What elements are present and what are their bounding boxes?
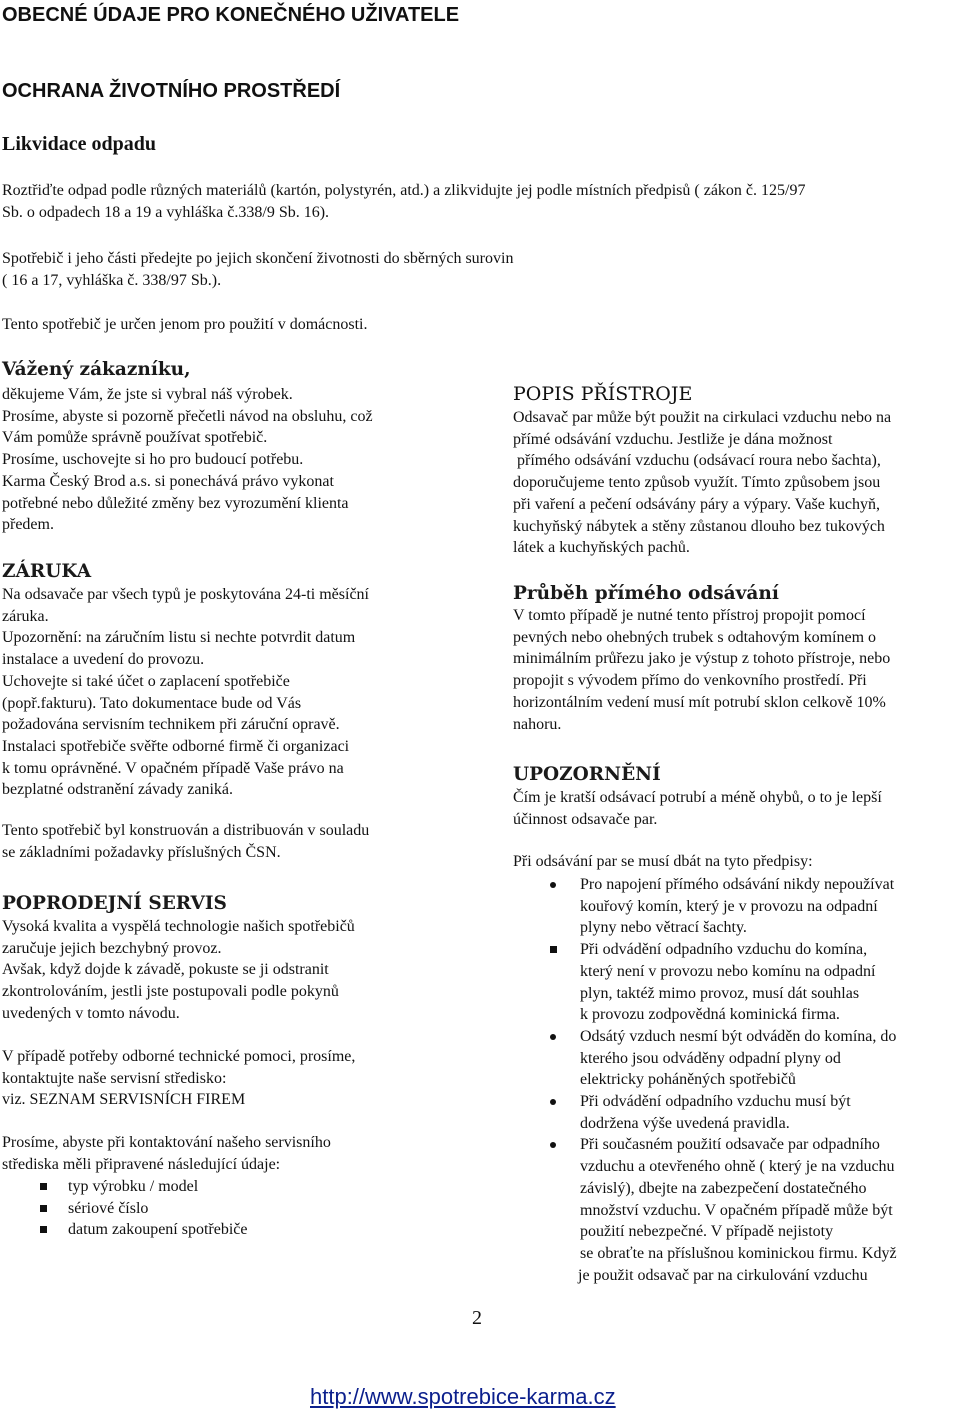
- list-item: datum zakoupení spotřebiče: [68, 1219, 448, 1241]
- greeting-title: Vážený zákazníku,: [2, 359, 191, 380]
- square-bullet-icon: [550, 946, 557, 953]
- text-line: kontaktujte naše servisní středisko:: [2, 1069, 227, 1087]
- text-line: předem.: [2, 516, 54, 534]
- text-line: záruka.: [2, 607, 49, 625]
- warranty-text: [2, 584, 452, 801]
- warning-title: UPOZORNĚNÍ: [513, 764, 661, 785]
- text-line: instalace a uvedení do provozu.: [2, 651, 205, 669]
- disposal-title: Likvidace odpadu: [2, 133, 156, 155]
- list-item: Při současném použití odsavače par odpadního vzduchu a otevřeného ohně ( který je na vzduchu závislý), dbejte na zabezpečení dostatečného množství vzduchu. V opačném případě může být použití nebezpečné. V případě nejistoty se obraťte na příslušnou kominickou firmu. Když je použit odsavač par na cirkulování vzduchu: [580, 1134, 958, 1286]
- text-line: přímého odsávání vzduchu (odsávací roura nebo šachta),: [513, 452, 881, 470]
- text-line: Sb. o odpadech 18 a 19 a vyhláška č.338/9 Sb. 16).: [2, 203, 330, 221]
- text-line: pevných nebo ohebných trubek s odtahovým komínem o: [513, 628, 877, 646]
- text-line: se základními požadavky příslušných ČSN.: [2, 843, 281, 861]
- conformity-text: [2, 820, 452, 863]
- text-line: propojit s vývodem přímo do venkovního prostředí. Při: [513, 672, 867, 690]
- text-line: Odsavač par může být použit na cirkulaci vzduchu nebo na: [513, 409, 892, 426]
- text-line: Prosíme, abyste při kontaktování našeho servisního: [2, 1134, 331, 1151]
- description-text: [513, 407, 958, 559]
- square-bullet-icon: [40, 1226, 47, 1233]
- text-line: Karma Český Brod a.s. si ponechává právo vykonat: [2, 472, 334, 490]
- square-bullet-icon: [40, 1205, 47, 1212]
- text-line: přímé odsávání vzduchu. Jestliže je dána možnost: [513, 430, 833, 448]
- text-line: látek a kuchyňských pachů.: [513, 539, 690, 557]
- text-line: (popř.fakturu). Tato dokumentace bude od Vás: [2, 694, 302, 712]
- text-line: Instalaci spotřebiče svěřte odborné firmě či organizaci: [2, 737, 350, 755]
- text-line: zaručuje jejich bezchybný provoz.: [2, 939, 222, 957]
- text-line: Prosíme, uschovejte si ho pro budoucí potřebu.: [2, 451, 304, 469]
- text-line: Vysoká kvalita a vyspělá technologie našich spotřebičů: [2, 918, 355, 935]
- list-item: Pro napojení přímého odsávání nikdy nepoužívat kouřový komín, který je v provozu na odpadní plyny nebo větrací šachty.: [580, 874, 958, 939]
- text-line: kuchyňský nábytek a stěny zůstanou dlouho bez tukových: [513, 517, 885, 535]
- text-line: Spotřebič i jeho části předejte po jejich skončení životnosti do sběrných surovin: [2, 250, 514, 267]
- text-line: Uchovejte si také účet o zaplacení spotřebiče: [2, 672, 290, 690]
- list-item: Při odvádění odpadního vzduchu musí být dodržena výše uvedená pravidla.: [580, 1091, 958, 1134]
- text-line: střediska měli připravené následující údaje:: [2, 1155, 281, 1173]
- list-item: Při odvádění odpadního vzduchu do komína, který není v provozu nebo komínu na odpadní plyn, taktéž mimo provoz, musí dát souhlas k provozu zodpovědná kominická firma.: [580, 939, 958, 1026]
- intro-paragraph-3: Tento spotřebič je určen jenom pro použití v domácnosti.: [2, 316, 368, 333]
- text-line: Prosíme, abyste si pozorně přečetli návod na obsluhu, což: [2, 407, 373, 425]
- warranty-title: ZÁRUKA: [2, 561, 92, 582]
- text-line: děkujeme Vám, že jste si vybral náš výrobek.: [2, 386, 293, 403]
- description-title: POPIS PŘÍSTROJE: [513, 383, 693, 405]
- list-item: sériové číslo: [68, 1198, 448, 1220]
- text-line: Roztřiďte odpad podle různých materiálů (kartón, polystyrén, atd.) a zlikvidujte jej podle místních předpisů ( zákon č. 125/97: [2, 182, 806, 199]
- page-number: 2: [472, 1307, 482, 1329]
- service-paragraph-2: [2, 1046, 452, 1111]
- text-line: ( 16 a 17, vyhláška č. 338/97 Sb.).: [2, 271, 222, 289]
- warning-text: [513, 787, 958, 830]
- text-line: účinnost odsavače par.: [513, 810, 658, 828]
- text-line: Upozornění: na záručním listu si nechte potvrdit datum: [2, 629, 356, 647]
- text-line: Na odsavače par všech typů je poskytována 24-ti měsíční: [2, 586, 369, 603]
- text-line: Tento spotřebič byl konstruován a distribuován v souladu: [2, 822, 370, 839]
- text-line: zkontrolováním, jestli jste postupovali podle pokynů: [2, 983, 339, 1001]
- text-line: bezplatné odstranění závady zaniká.: [2, 781, 233, 799]
- square-bullet-icon: [40, 1183, 47, 1190]
- text-line: V případě potřeby odborné technické pomoci, prosíme,: [2, 1048, 356, 1065]
- text-line: V tomto případě je nutné tento přístroj propojit pomocí: [513, 607, 866, 624]
- document-title: OBECNÉ ÚDAJE PRO KONEČNÉHO UŽIVATELE: [2, 4, 460, 26]
- bullet-icon: [550, 1099, 556, 1105]
- text-line: doporučujeme tento způsob využít. Tímto způsobem jsou: [513, 474, 881, 492]
- service-info-list: [68, 1176, 448, 1241]
- intro-paragraph-2: [2, 248, 958, 291]
- text-line: Avšak, když dojde k závadě, pokuste se ji odstranit: [2, 961, 329, 979]
- intro-paragraph-1: [2, 180, 958, 223]
- rules-intro: Při odsávání par se musí dbát na tyto předpisy:: [513, 853, 813, 870]
- text-line: Čím je kratší odsávací potrubí a méně ohybů, o to je lepší: [513, 789, 882, 806]
- text-line: nahoru.: [513, 715, 562, 733]
- text-line: Vám pomůže správně používat spotřebič.: [2, 429, 268, 447]
- bullet-icon: [550, 1034, 556, 1040]
- text-line: potřebné nebo důležité změny bez vyrozumění klienta: [2, 494, 349, 512]
- service-title: POPRODEJNÍ SERVIS: [2, 893, 227, 914]
- website-link[interactable]: http://www.spotrebice-karma.cz: [310, 1384, 616, 1409]
- environment-title: OCHRANA ŽIVOTNÍHO PROSTŘEDÍ: [2, 80, 341, 102]
- bullet-icon: [550, 882, 556, 888]
- direct-exhaust-text: [513, 605, 958, 735]
- service-paragraph-1: [2, 916, 452, 1025]
- rules-list: [574, 874, 958, 1286]
- text-line: k tomu oprávněné. V opačném případě Vaše právo na: [2, 759, 344, 777]
- greeting-text: [2, 384, 452, 536]
- text-line: viz. SEZNAM SERVISNÍCH FIREM: [2, 1091, 246, 1109]
- text-line: minimálním průřezu jako je výstup z tohoto přístroje, nebo: [513, 650, 891, 668]
- list-item: Odsátý vzduch nesmí být odváděn do komína, do kterého jsou odváděny odpadní plyny od elektricky poháněných spotřebičů: [580, 1026, 958, 1091]
- bullet-icon: [550, 1142, 556, 1148]
- text-line: horizontálním vedení musí mít potrubí sklon celkově 10%: [513, 693, 886, 711]
- direct-exhaust-title: Průběh přímého odsávání: [513, 583, 779, 604]
- text-line: uvedených v tomto návodu.: [2, 1004, 180, 1022]
- list-item: typ výrobku / model: [68, 1176, 448, 1198]
- service-paragraph-3: [2, 1132, 452, 1175]
- text-line: požadována servisním technikem při záruční opravě.: [2, 716, 340, 734]
- text-line: při vaření a pečení odsávány páry a výpary. Vaše kuchyň,: [513, 495, 880, 513]
